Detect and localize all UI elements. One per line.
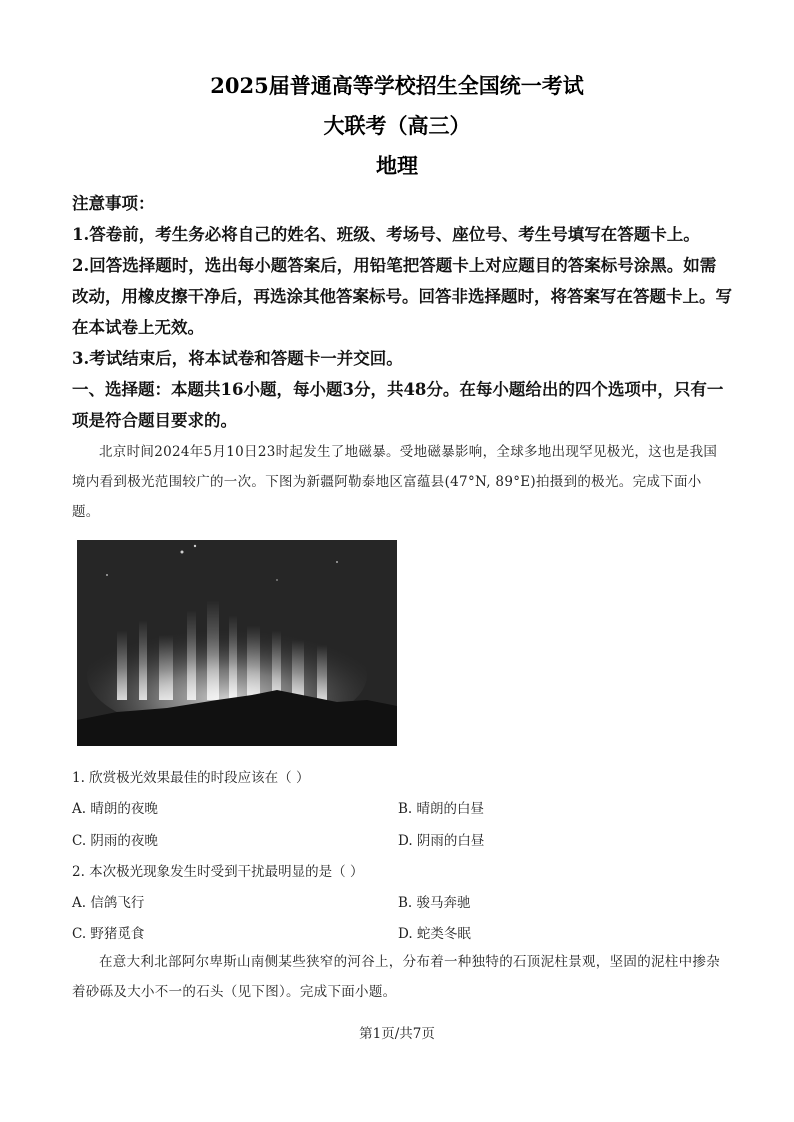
passage-aurora: 北京时间2024年5月10日23时起发生了地磁暴。受地磁暴影响，全球多地出现罕见极光，这也是我国境内看到极光范围较广的一次。下图为新疆阿勒泰地区富蕴县(47°N, 89°E)拍摄到的极光。完成下面小题。 — [72, 444, 718, 520]
question-1-option-a: A. 晴朗的夜晚 — [72, 801, 158, 817]
question-1-stem: 1. 欣赏极光效果最佳的时段应该在（ ） — [72, 770, 310, 786]
page-number: 第1页/共7页 — [359, 1026, 435, 1042]
notice-heading: 注意事项： — [72, 194, 155, 213]
question-2-option-a: A. 信鸽飞行 — [72, 895, 145, 911]
notice-item-3: 3.考试结束后，将本试卷和答题卡一并交回。 — [72, 349, 403, 368]
passage-earth-pillars: 在意大利北部阿尔卑斯山南侧某些狭窄的河谷上，分布着一种独特的石顶泥柱景观，坚固的泥柱中掺杂着砂砾及大小不一的石头（见下图）。完成下面小题。 — [72, 954, 720, 1000]
question-2-stem: 2. 本次极光现象发生时受到干扰最明显的是（ ） — [72, 864, 364, 880]
section-heading: 一、选择题：本题共16小题，每小题3分，共48分。在每小题给出的四个选项中，只有一项是符合题目要求的。 — [72, 380, 724, 430]
question-1-option-d: D. 阴雨的白昼 — [398, 833, 485, 849]
question-2-option-b: B. 骏马奔驰 — [398, 895, 471, 911]
question-2-option-c: C. 野猪觅食 — [72, 926, 145, 942]
exam-subtitle: 大联考（高三） — [323, 113, 471, 138]
question-2-option-d: D. 蛇类冬眠 — [398, 926, 471, 942]
question-1-option-b: B. 晴朗的白昼 — [398, 801, 485, 817]
subject-title: 地理 — [376, 153, 418, 178]
aurora-photo — [77, 540, 397, 746]
exam-title: 2025届普通高等学校招生全国统一考试 — [210, 73, 584, 98]
notice-item-1: 1.答卷前，考生务必将自己的姓名、班级、考场号、座位号、考生号填写在答题卡上。 — [72, 225, 700, 244]
question-1-option-c: C. 阴雨的夜晚 — [72, 833, 158, 849]
notice-item-2: 2.回答选择题时，选出每小题答案后，用铅笔把答题卡上对应题目的答案标号涂黑。如需改动，用橡皮擦干净后，再选涂其他答案标号。回答非选择题时，将答案写在答题卡上。写在本试卷上无效。 — [72, 256, 732, 337]
